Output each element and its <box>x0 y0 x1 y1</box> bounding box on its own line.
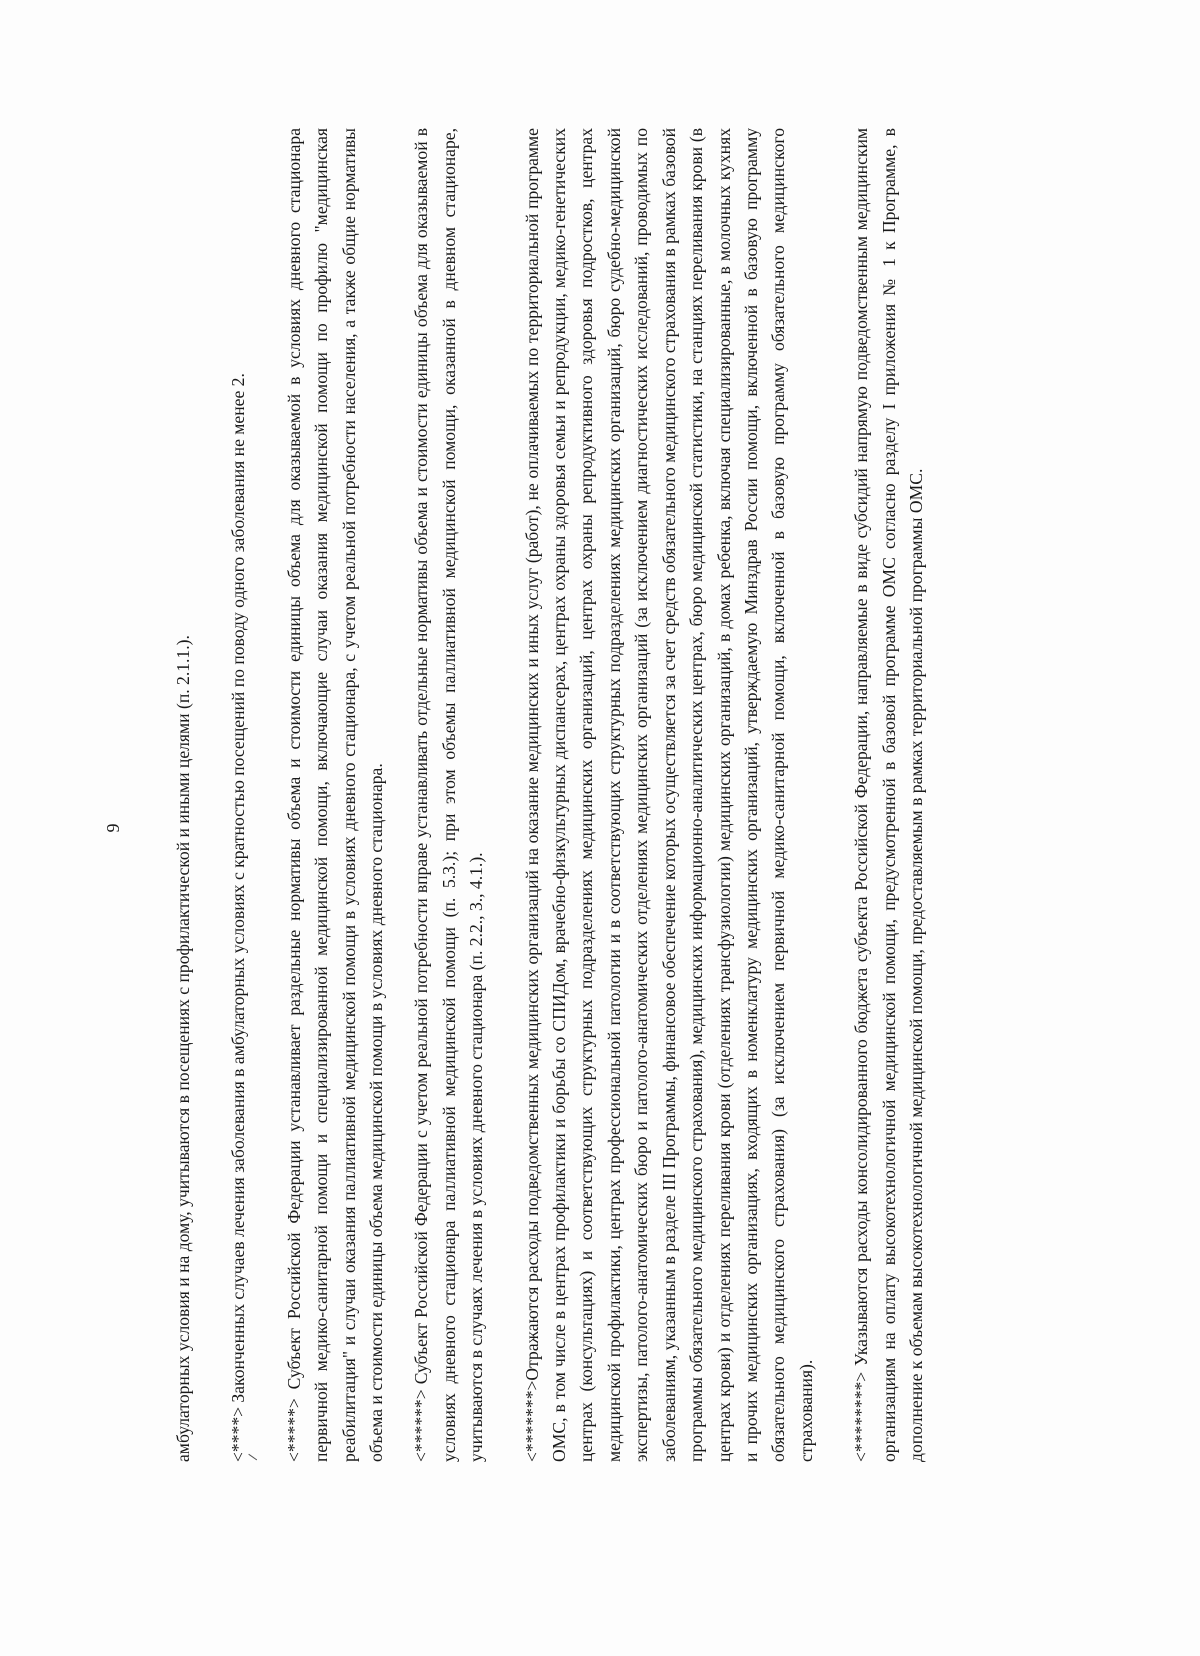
footnote-continuation: амбулаторных условия и на дому, учитываются в посещениях с профилактической и иными целями (п. 2.1.1.). <box>173 635 193 1462</box>
footnote-5: <*****> Субъект Российской Федерации устанавливает раздельные нормативы объема и стоимости единицы объема для оказываемой в условиях дневного стационара первичной медико-санитарной помощи и специализированной медицинской помощи, включающие случаи оказания медицинской помощи по профилю "медицинская реабилитация" и случаи оказания паллиативной медицинской помощи в условиях дневного стационара, с учетом реальной потребности населения, а также общие нормативы объема и стоимости единицы объема медицинской помощи в условиях дневного стационара. <box>283 128 387 1462</box>
footnote-8: <********> Указываются расходы консолидированного бюджета субъекта Российской Федерации, направляемые в виде субсидий напрямую подведомственным медицинским организациям на оплату высокотехнологичной медицинской помощи, предусмотренной в базовой программе ОМС согласно разделу I приложения № 1 к Программе, в дополнение к объемам высокотехнологичной медицинской помощи, предоставляемым в рамках территориальной программы ОМС. <box>851 128 926 1462</box>
page-number: 9 <box>103 823 123 833</box>
footnotes-body <box>170 128 930 1462</box>
footnote-7: <*******>Отражаются расходы подведомственных медицинских организаций на оказание медицинских и иных услуг (работ), не оплачиваемых по территориальной программе ОМС, в том числе в центрах профилактики и борьбы со СПИДом, врачебно-физкультурных диспансерах, центрах охраны здоровья семьи и репродукции, медико-генетических центрах (консультациях) и соответствующих структурных подразделениях медицинских организаций, центрах охраны репродуктивного здоровья подростков, центрах медицинской профилактики, центрах профессиональной патологии и в соответствующих структурных подразделениях медицинских организаций, бюро судебно-медицинской экспертизы, патолого-анатомических бюро и патолого-анатомических отделениях медицинских организаций (за исключением диагностических исследований, проводимых по заболеваниям, указанным в разделе III Программы, финансовое обеспечение которых осуществляется за счет средств обязательного медицинского страхования в рамках базовой программы обязательного медицинского страхования), медицинских информационно-аналитических центрах, бюро медицинской статистики, на станциях переливания крови (в центрах крови) и отделениях переливания крови (отделениях трансфузиологии) медицинских организаций, в домах ребенка, включая специализированные, в молочных кухнях и прочих медицинских организациях, входящих в номенклатуру медицинских организаций, утверждаемую Минздрав России помощи, включенной в базовую программу обязательного медицинского страхования) (за исключением первичной медико-санитарной помощи, включенной в базовую программу обязательного медицинского страхования). <box>521 128 816 1462</box>
rotated-page-content <box>60 68 1140 1588</box>
footnote-4: <****> Законченных случаев лечения заболевания в амбулаторных условиях с кратностью посещений по поводу одного заболевания не менее 2. <box>228 373 249 1462</box>
footnote-6: <******> Субъект Российской Федерации с учетом реальной потребности вправе устанавливать отдельные нормативы объема и стоимости единицы объема для оказываемой в условиях дневного стационара паллиативной медицинской помощи (п. 5.3.); при этом объемы паллиативной медицинской помощи, оказанной в дневном стационаре, учитываются в случаях лечения в условиях дневного стационара (п. 2.2., 3., 4.1.). <box>411 128 487 1462</box>
